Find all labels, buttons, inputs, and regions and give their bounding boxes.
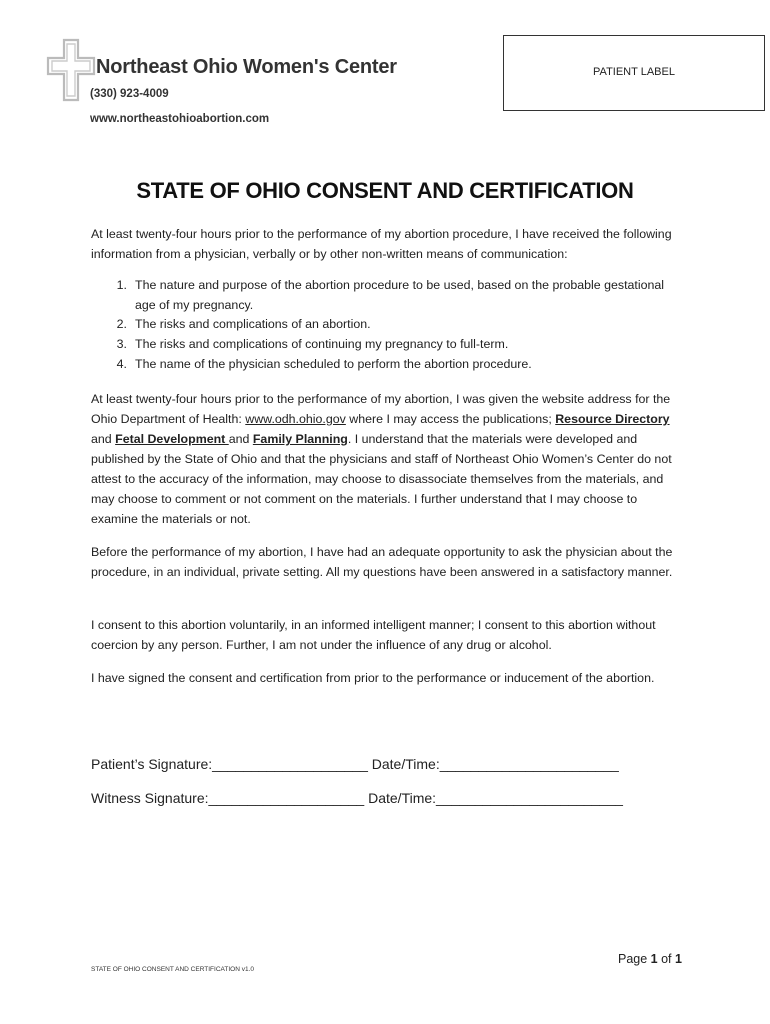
list-item <box>91 315 686 335</box>
page-number <box>618 952 682 966</box>
fetal-development-link[interactable]: Fetal Development <box>115 432 229 446</box>
para2-text-4: and <box>228 432 253 446</box>
list-number: 2. <box>116 317 127 332</box>
list-text: The nature and purpose of the abortion procedure to be used, based on the probable gestational age of my pregnancy. <box>135 278 665 312</box>
list-number: 3. <box>116 337 127 352</box>
org-logo <box>46 38 397 128</box>
list-number: 4. <box>116 356 127 371</box>
consent-paragraph: I consent to this abortion voluntarily, in an informed intelligent manner; I consent to this abortion without coercion by any person. Further, I am not under the influence of any drug or alcohol. <box>91 618 656 652</box>
intro-paragraph: At least twenty-four hours prior to the performance of my abortion procedure, I have received the following information from a physician, verbally or by other non-written means of communication: <box>91 227 672 261</box>
list-item <box>91 335 686 355</box>
list-text: The risks and complications of an abortion. <box>135 317 371 332</box>
questions-paragraph: Before the performance of my abortion, I have had an adequate opportunity to ask the physician about the procedure, in an individual, private setting. All my questions have been answered in a satisfactory manner. <box>91 545 673 579</box>
para2-text-2: where I may access the publications; <box>345 412 556 426</box>
medical-cross-icon <box>46 38 96 102</box>
patient-label-text: PATIENT LABEL <box>593 66 675 78</box>
page-word: Page <box>618 952 651 966</box>
org-name: Northeast Ohio Women's Center <box>96 56 397 78</box>
information-list <box>91 276 686 375</box>
para2-text-1: At least twenty-four hours prior to the performance of my abortion, I was given the website address for the Ohio Department of Health: <box>91 392 671 426</box>
resource-directory-link[interactable]: Resource Directory <box>555 412 670 426</box>
patient-signature-line[interactable]: Patient’s Signature:____________________ Date/Time:_______________________ <box>91 756 619 772</box>
org-phone: (330) 923-4009 <box>90 88 169 100</box>
para2-text-5: . I understand that the materials were developed and published by the State of Ohio and that the physicians and staff of Northeast Ohio Women’s Center do not attest to the accuracy of the information, may choose to disassociate themselves from the materials, and may choose to comment or not comment on the materials. I further understand that I may choose to examine the materials or not. <box>91 432 672 526</box>
list-text: The name of the physician scheduled to perform the abortion procedure. <box>135 356 532 371</box>
odh-website-link[interactable]: www.odh.ohio.gov <box>245 412 346 426</box>
footer-form-code: STATE OF OHIO CONSENT AND CERTIFICATION v1.0 <box>91 966 255 973</box>
list-item <box>91 355 686 375</box>
witness-signature-line[interactable]: Witness Signature:____________________ Date/Time:________________________ <box>91 790 623 806</box>
website-paragraph <box>91 389 686 529</box>
list-item <box>91 276 686 315</box>
family-planning-link[interactable]: Family Planning <box>252 432 348 446</box>
certification-paragraph: I have signed the consent and certification from prior to the performance or inducement of the abortion. <box>91 671 655 685</box>
patient-label-box <box>503 35 765 111</box>
list-text: The risks and complications of continuing my pregnancy to full-term. <box>135 337 509 352</box>
para2-text-3: and <box>91 432 116 446</box>
document-title: STATE OF OHIO CONSENT AND CERTIFICATION <box>136 178 634 203</box>
page-current: 1 <box>650 952 658 966</box>
list-number: 1. <box>116 278 127 292</box>
page-of: of <box>657 952 675 966</box>
org-website: www.northeastohioabortion.com <box>90 113 270 125</box>
page-total: 1 <box>675 952 682 966</box>
